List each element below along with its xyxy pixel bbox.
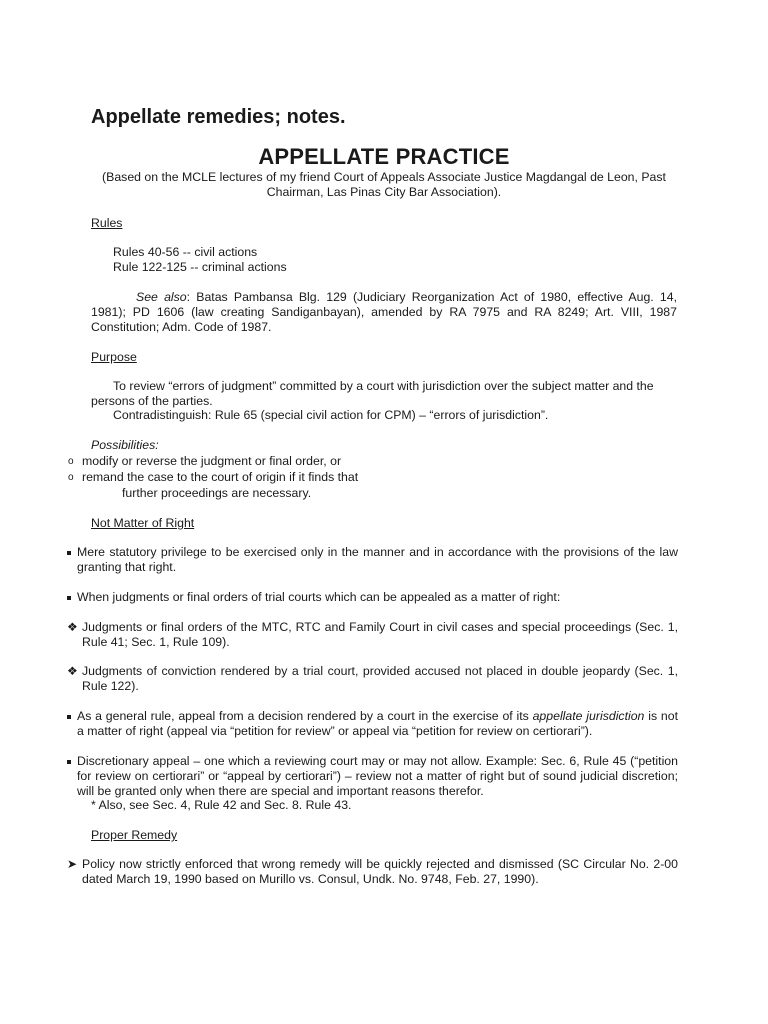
list-item — [67, 545, 678, 577]
document-title: Appellate remedies; notes. — [91, 106, 346, 128]
appealable-judgments-text: When judgments or final orders of trial courts which can be appealed as a matter of right: — [77, 590, 561, 604]
rules-item-civil: Rules 40-56 -- civil actions — [113, 245, 258, 259]
circle-bullet-icon: o — [68, 472, 74, 483]
rules-item-criminal: Rule 122-125 -- criminal actions — [113, 260, 287, 274]
conviction-text — [82, 664, 678, 694]
appellate-jurisdiction-term: appellate jurisdiction — [532, 709, 645, 723]
square-bullet-icon — [67, 596, 71, 600]
rules-heading: Rules — [91, 216, 123, 230]
purpose-line-2: persons of the parties. — [91, 394, 213, 408]
statutory-privilege-content: Mere statutory privilege to be exercised only in the manner and in accordance with the provisions of the law granting that right. — [77, 545, 678, 574]
see-also-label: See also — [136, 290, 187, 304]
general-rule-pre: As a general rule, appeal from a decision rendered by a court in the exercise of its — [77, 709, 533, 723]
subtitle: (Based on the MCLE lectures of my friend Court of Appeals Associate Justice Magdangal de Leon, Past Chairman, Las Pinas City Bar Association). — [102, 170, 666, 199]
four-diamond-bullet-icon: ❖ — [67, 620, 78, 634]
general-rule-text — [77, 709, 678, 739]
civil-cases-content: Judgments or final orders of the MTC, RTC and Family Court in civil cases and special proceedings (Sec. 1, Rule 41; Sec. 1, Rule 109). — [82, 620, 678, 649]
list-item — [67, 754, 678, 802]
purpose-heading: Purpose — [91, 350, 137, 364]
general-rule-post: is not a matter of right (appeal via “petition for review” or appeal via “petition for review on certiorari”). — [77, 709, 678, 738]
square-bullet-icon — [67, 551, 71, 555]
statutory-privilege-text — [77, 545, 678, 575]
not-matter-of-right-heading: Not Matter of Right — [91, 516, 195, 530]
square-bullet-icon — [67, 760, 71, 764]
list-item — [67, 857, 678, 889]
arrowhead-bullet-icon: ➤ — [67, 857, 78, 871]
square-bullet-icon — [67, 715, 71, 719]
four-diamond-bullet-icon: ❖ — [67, 664, 78, 678]
purpose-line-1: To review “errors of judgment” committed by a court with jurisdiction over the subject matter and the — [113, 379, 654, 393]
discretionary-appeal-note: * Also, see Sec. 4, Rule 42 and Sec. 8. Rule 43. — [91, 798, 352, 812]
main-title: APPELLATE PRACTICE — [258, 144, 510, 169]
possibility-continuation: further proceedings are necessary. — [122, 486, 312, 500]
purpose-line-3: Contradistinguish: Rule 65 (special civil action for CPM) – “errors of jurisdiction”. — [113, 408, 549, 422]
possibilities-heading: Possibilities: — [91, 438, 159, 452]
list-item — [68, 454, 688, 470]
see-also-paragraph — [91, 290, 677, 335]
circle-bullet-icon: o — [68, 456, 74, 467]
proper-remedy-heading: Proper Remedy — [91, 828, 178, 842]
discretionary-appeal-text — [77, 754, 678, 799]
discretionary-appeal-content: Discretionary appeal – one which a reviewing court may or may not allow. Example: Sec. 6, Rule 45 (“petition for review on certiorari” or “appeal by certiorari”) – review not a matter of right but of sound judicial discretion; will be granted only when there are special and important reasons therefor. — [77, 754, 678, 798]
list-item — [67, 620, 678, 652]
civil-cases-text — [82, 620, 678, 650]
conviction-content: Judgments of conviction rendered by a trial court, provided accused not placed in double jeopardy (Sec. 1, Rule 122). — [82, 664, 678, 693]
list-item — [68, 470, 688, 486]
policy-content: Policy now strictly enforced that wrong remedy will be quickly rejected and dismissed (SC Circular No. 2-00 dated March 19, 1990 based on Murillo vs. Consul, Undk. No. 9748, Feb. 27, 1990). — [82, 857, 678, 886]
policy-text — [82, 857, 678, 887]
possibility-remand: remand the case to the court of origin if it finds that — [82, 470, 359, 484]
possibility-modify: modify or reverse the judgment or final order, or — [82, 454, 342, 468]
see-also-text: : Batas Pambansa Blg. 129 (Judiciary Reorganization Act of 1980, effective Aug. 14, 1981); PD 1606 (law creating Sandiganbayan), amended by RA 7975 and RA 8249; Art. VIII, 1987 Constitution; Adm. Code of 1987. — [91, 290, 678, 334]
list-item — [67, 590, 678, 606]
list-item — [67, 664, 678, 696]
list-item — [67, 709, 678, 741]
